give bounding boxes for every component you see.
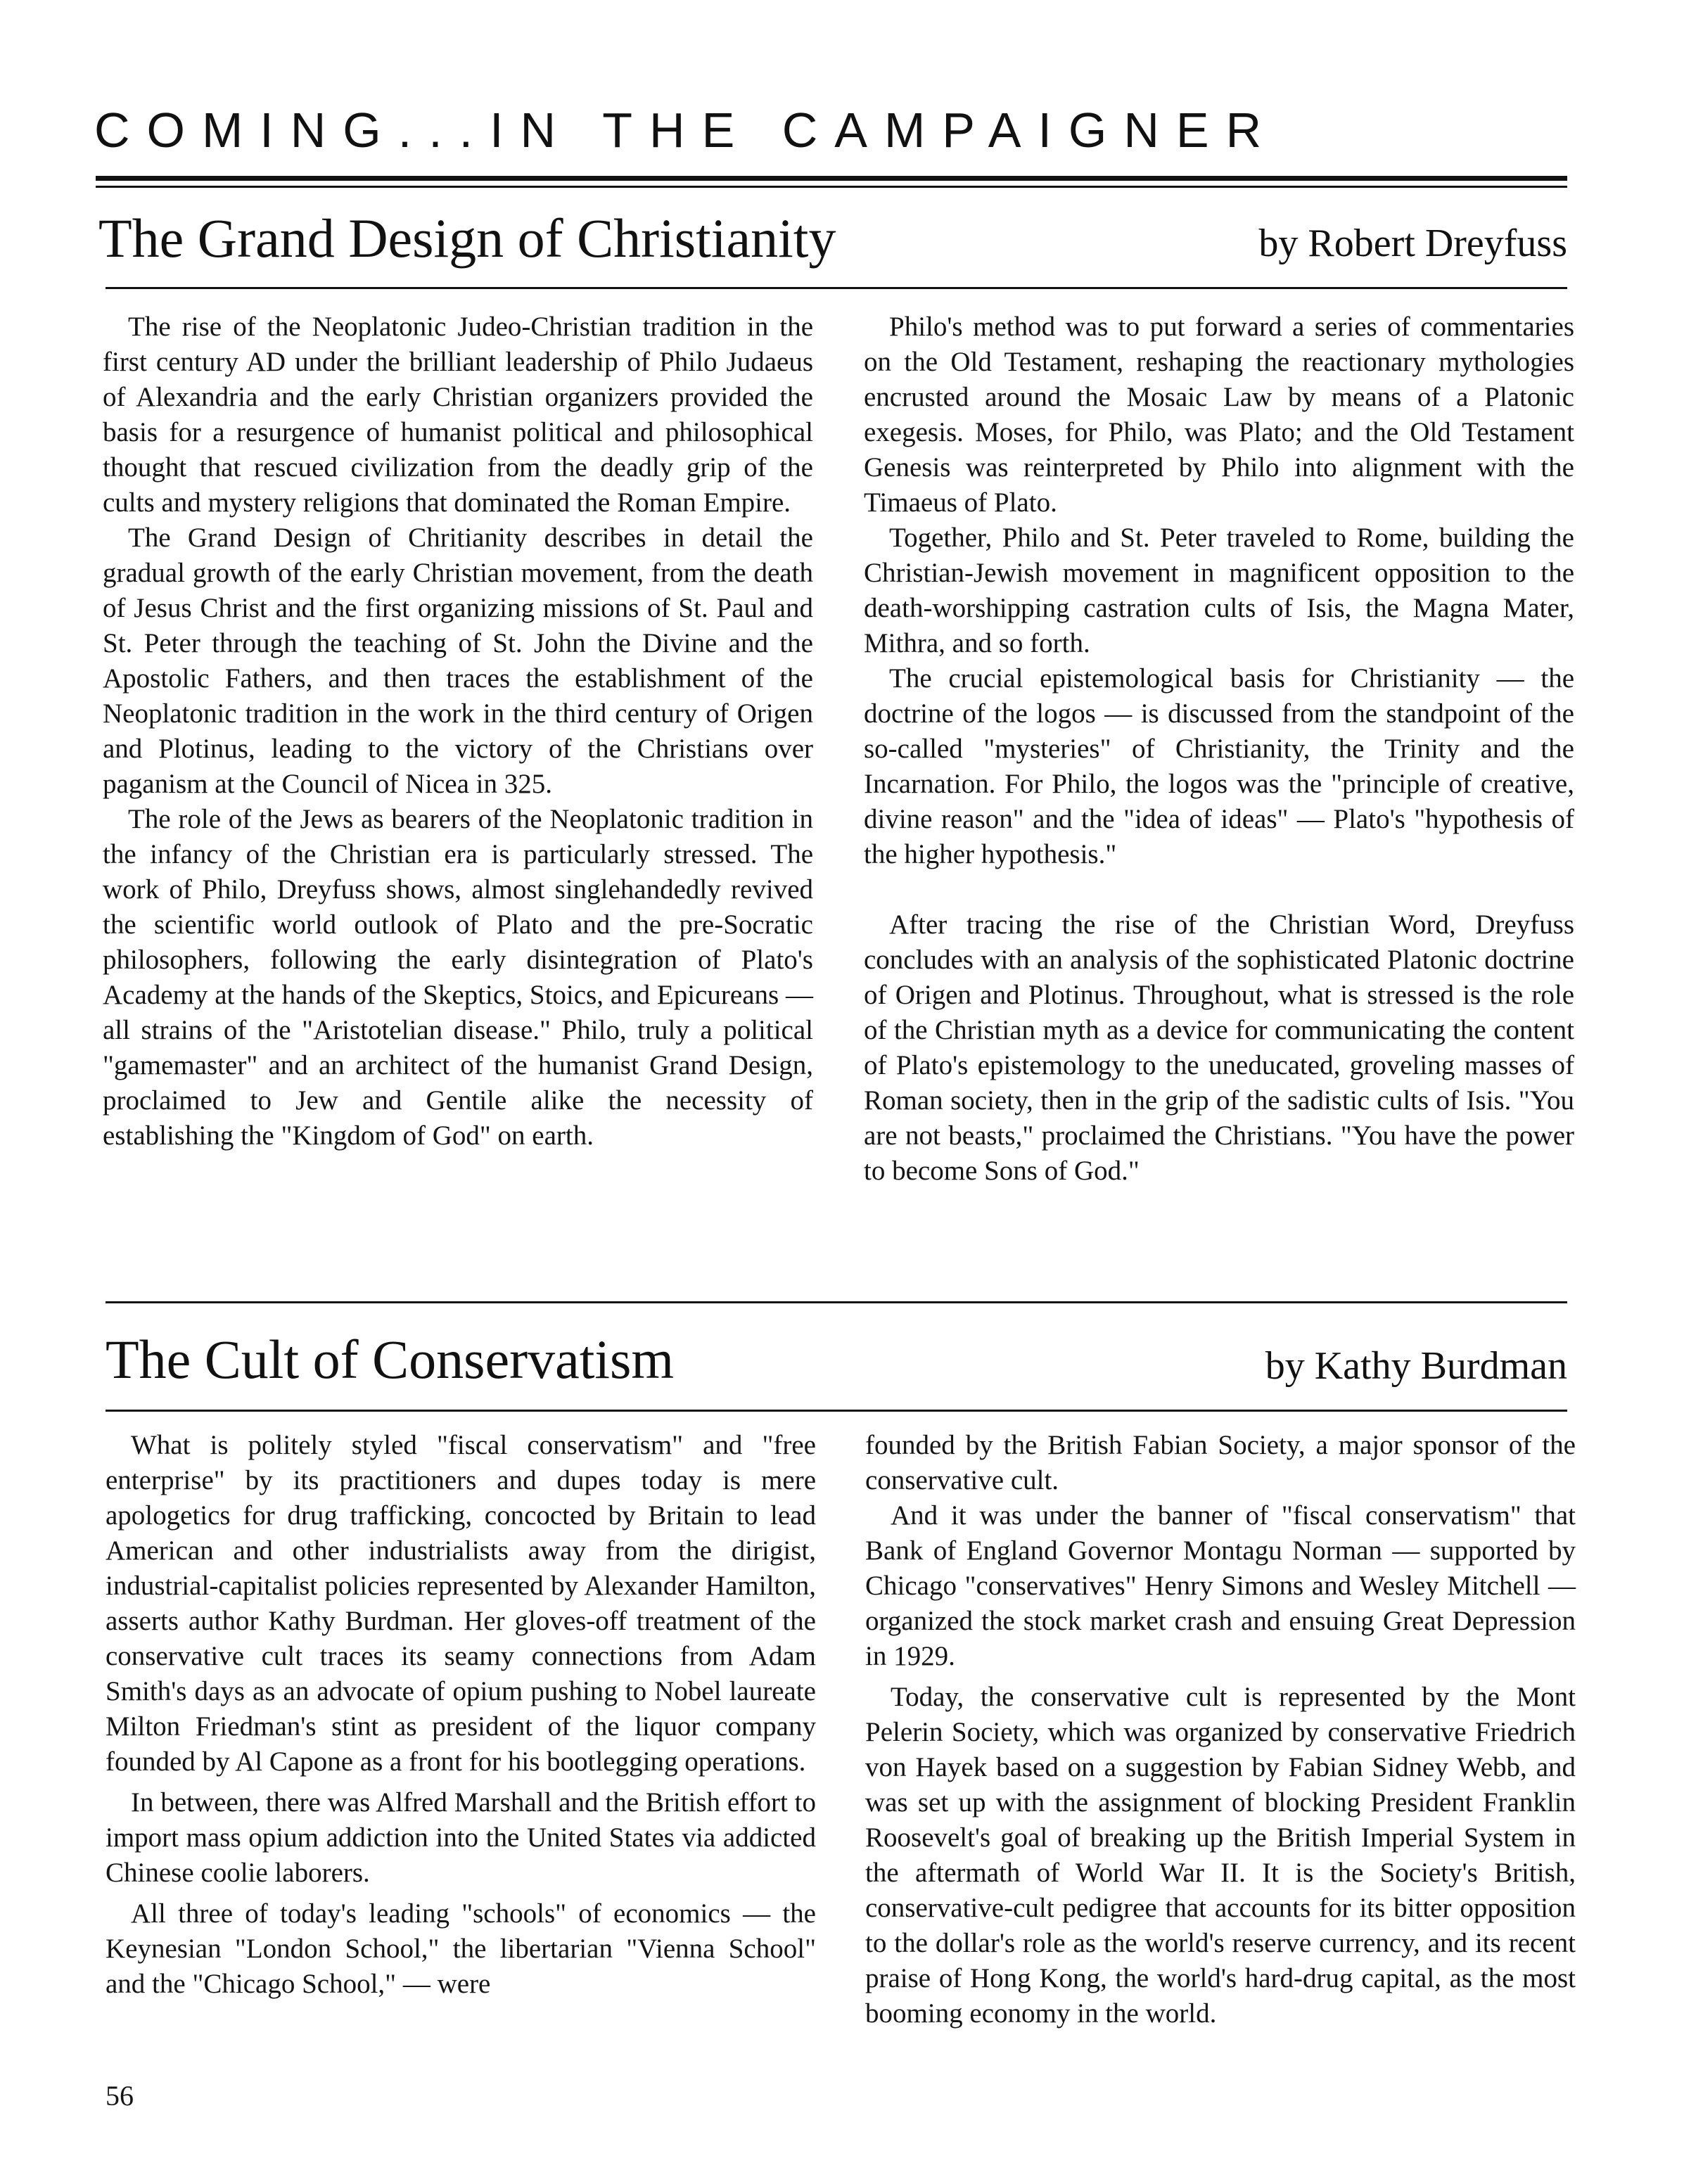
article-title: The Cult of Conservatism xyxy=(106,1329,675,1390)
paragraph: And it was under the banner of "fiscal conservatism" that Bank of England Governor Montagu Norman — supported by Chicago "conservatives" Henry Simons and Wesley Mitchell — organized the stock market crash and ensuing Great Depression in 1929. xyxy=(865,1500,1576,1671)
paragraph: founded by the British Fabian Society, a major sponsor of the conservative cult. xyxy=(865,1430,1576,1495)
header-rule-thick xyxy=(96,176,1567,181)
page-number: 56 xyxy=(106,2080,134,2112)
article-rule xyxy=(106,1410,1567,1412)
article-title: The Grand Design of Christianity xyxy=(98,207,836,269)
paragraph: The role of the Jews as bearers of the Neoplatonic tradition in the infancy of the Christian era is particularly stressed. The work of Philo, Dreyfuss shows, almost singlehandedly revived the scientific world outlook of Plato and the pre-Socratic philosophers, following the early disintegration of Plato's Academy at the hands of the Skeptics, Stoics, and Epicureans — all strains of the "Aristotelian disease." Philo, truly a political "gamemaster" and an architect of the humanist Grand Design, proclaimed to Jew and Gentile alike the necessity of establishing the "Kingdom of God" on earth. xyxy=(103,804,813,1151)
paragraph: Together, Philo and St. Peter traveled to Rome, building the Christian-Jewish movement in magnificent opposition to the death-worshipping castration cults of Isis, the Magna Mater, Mithra, and so forth. xyxy=(864,523,1574,658)
article-byline: by Robert Dreyfuss xyxy=(1258,222,1567,265)
header-rule-thin xyxy=(96,186,1567,188)
article-byline: by Kathy Burdman xyxy=(1265,1344,1567,1388)
article-divider-rule xyxy=(106,1301,1567,1303)
article-column-right xyxy=(865,1428,1576,2031)
paragraph: All three of today's leading "schools" of economics — the Keynesian "London School," the libertarian "Vienna School" and the "Chicago School," — were xyxy=(106,1898,816,1999)
paragraph: In between, there was Alfred Marshall and the British effort to import mass opium addiction into the United States via addicted Chinese coolie laborers. xyxy=(106,1787,816,1888)
paragraph: The rise of the Neoplatonic Judeo-Christian tradition in the first century AD under the brilliant leadership of Philo Judaeus of Alexandria and the early Christian organizers provided the basis for a resurgence of humanist political and philosophical thought that rescued civilization from the deadly grip of the cults and mystery religions that dominated the Roman Empire. xyxy=(103,312,813,518)
paragraph: After tracing the rise of the Christian Word, Dreyfuss concludes with an analysis of the sophisticated Platonic doctrine of Origen and Plotinus. Throughout, what is stressed is the role of the Christian myth as a device for communicating the content of Plato's epistemology to the uneducated, groveling masses of Roman society, then in the grip of the sadistic cults of Isis. "You are not beasts," proclaimed the Christians. "You have the power to become Sons of God." xyxy=(864,909,1574,1186)
paragraph: Today, the conservative cult is represented by the Mont Pelerin Society, which was organized by conservative Friedrich von Hayek based on a suggestion by Fabian Sidney Webb, and was set up with the assignment of blocking President Franklin Roosevelt's goal of breaking up the British Imperial System in the aftermath of World War II. It is the Society's British, conservative-cult pedigree that accounts for its bitter opposition to the dollar's role as the world's reserve currency, and its recent praise of Hong Kong, the world's hard-drug capital, as the most booming economy in the world. xyxy=(865,1682,1576,2029)
paragraph: The Grand Design of Chritianity describes in detail the gradual growth of the early Christian movement, from the death of Jesus Christ and the first organizing missions of St. Paul and St. Peter through the teaching of St. John the Divine and the Apostolic Fathers, and then traces the establishment of the Neoplatonic tradition in the work in the third century of Origen and Plotinus, leading to the victory of the Christians over paganism at the Council of Nicea in 325. xyxy=(103,523,813,799)
article-column-left xyxy=(103,309,813,1154)
section-heading: COMING...IN THE CAMPAIGNER xyxy=(94,103,1279,158)
article-rule xyxy=(106,287,1567,289)
paragraph: What is politely styled "fiscal conservatism" and "free enterprise" by its practitioners and dupes today is mere apologetics for drug trafficking, concocted by Britain to lead American and other industrialists away from the dirigist, industrial-capitalist policies represented by Alexander Hamilton, asserts author Kathy Burdman. Her gloves-off treatment of the conservative cult traces its seamy connections from Adam Smith's days as an advocate of opium pushing to Nobel laureate Milton Friedman's stint as president of the liquor company founded by Al Capone as a front for his bootlegging operations. xyxy=(106,1430,816,1777)
article-column-right xyxy=(864,309,1574,1189)
paragraph: The crucial epistemological basis for Christianity — the doctrine of the logos — is discussed from the standpoint of the so-called "mysteries" of Christianity, the Trinity and the Incarnation. For Philo, the logos was the "principle of creative, divine reason" and the "idea of ideas" — Plato's "hypothesis of the higher hypothesis." xyxy=(864,663,1574,869)
paragraph: Philo's method was to put forward a series of commentaries on the Old Testament, reshaping the reactionary mythologies encrusted around the Mosaic Law by means of a Platonic exegesis. Moses, for Philo, was Plato; and the Old Testament Genesis was reinterpreted by Philo into alignment with the Timaeus of Plato. xyxy=(864,312,1574,518)
article-column-left xyxy=(106,1428,816,2002)
